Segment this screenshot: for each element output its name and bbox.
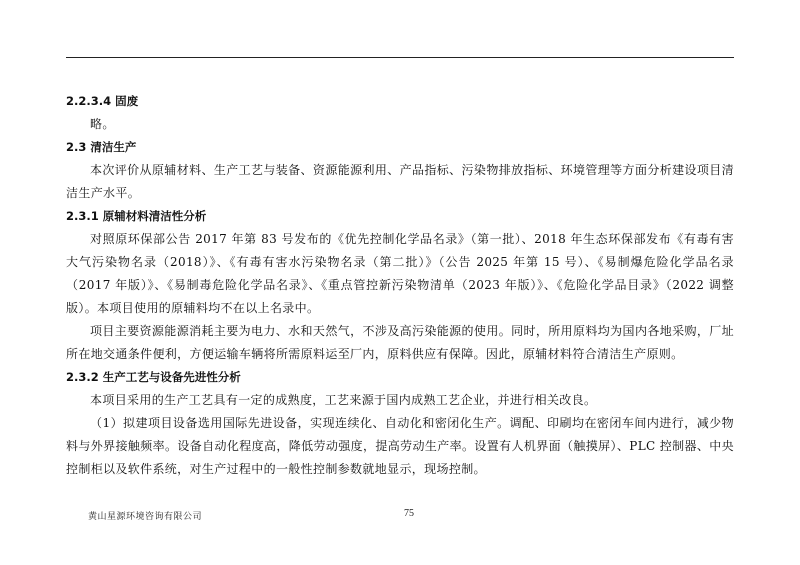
page-content — [66, 90, 734, 481]
paragraph-process-maturity: 本项目采用的生产工艺具有一定的成熟度，工艺来源于国内成熟工艺企业，并进行相关改良。 — [90, 393, 597, 407]
paragraph-clean-production-intro: 本次评价从原辅材料、生产工艺与装备、资源能源利用、产品指标、污染物排放指标、环境管理等方面分析建设项目清洁生产水平。 — [66, 163, 734, 200]
paragraph-omitted: 略。 — [90, 117, 115, 131]
section-heading-raw-materials: 2.3.1 原辅材料清洁性分析 — [66, 209, 207, 223]
section-heading-clean-production: 2.3 清洁生产 — [66, 140, 137, 154]
section-heading-process-equipment: 2.3.2 生产工艺与设备先进性分析 — [66, 370, 241, 384]
paragraph-equipment-automation: （1）拟建项目设备选用国际先进设备，实现连续化、自动化和密闭化生产。调配、印刷均在密闭车间内进行，减少物料与外界接触频率。设备自动化程度高，降低劳动强度，提高劳动生产率。设置有人机界面（触摸屏）、PLC 控制器、中央控制柜以及软件系统，对生产过程中的一般性控制参数就地显示，现场控制。 — [66, 416, 734, 476]
footer-page-number: 75 — [404, 508, 414, 519]
paragraph-raw-material-lists: 对照原环保部公告 2017 年第 83 号发布的《优先控制化学品名录》（第一批）、2018 年生态环保部发布《有毒有害大气污染物名录（2018）》、《有毒有害水污染物名录（第二批）》（公告 2025 年第 15 号）、《易制爆危险化学品名录（2017 年版）》、《易制毒危险化学品名录》、《重点管控新污染物清单（2023 年版）》、《危险化学品目录》（2022 调整版）。本项目使用的原辅料均不在以上名录中。 — [66, 232, 734, 315]
footer-company-name: 黄山星源环境咨询有限公司 — [88, 512, 203, 522]
section-heading-solid-waste: 2.2.3.4 固废 — [66, 94, 139, 108]
header-rule — [66, 57, 734, 58]
paragraph-energy-resources: 项目主要资源能源消耗主要为电力、水和天然气，不涉及高污染能源的使用。同时，所用原料均为国内各地采购，厂址所在地交通条件便利，方便运输车辆将所需原料运至厂内，原料供应有保障。因此，原辅材料符合清洁生产原则。 — [66, 324, 734, 361]
